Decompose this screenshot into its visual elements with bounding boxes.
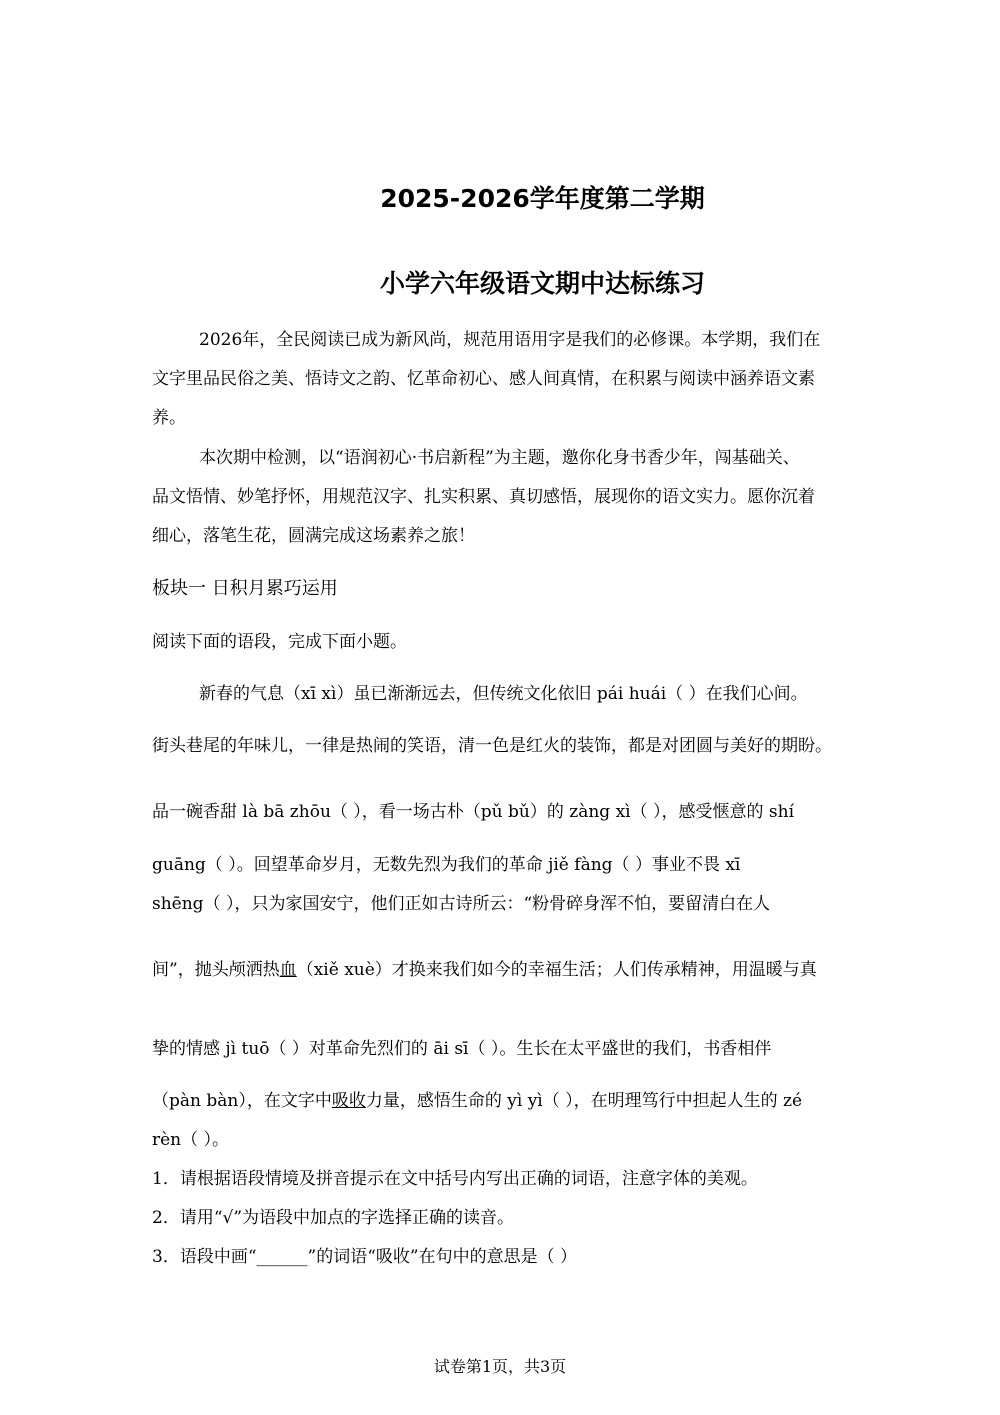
passage-line-5: shēng（ ），只为家国安宁，他们正如古诗所云：“粉骨碎身浑不怕，要留清白在人	[152, 894, 771, 914]
passage-text: 力量，感悟生命的 yì yì（ ），在明理笃行中担起人生的 zé	[365, 1091, 803, 1111]
intro-paragraph-2-line-1: 本次期中检测，以“语润初心·书启新程”为主题，邀你化身书香少年，闯基础关、	[199, 448, 800, 468]
passage-text: （pǔ bǔ）的 zàng xì（ ），感受惬意的 shí	[463, 802, 795, 822]
dotted-char: 息	[267, 684, 284, 704]
passage-text: 品一碗香甜 là bā zhōu（ ），看一场古	[152, 802, 447, 822]
passage-line-9: rèn（ ）。	[152, 1130, 230, 1150]
section-heading: 板块一 日积月累巧运用	[152, 578, 338, 599]
passage-text: 挚的情感 jì tuō（ ）对革命先烈们的 āi sī（ ）。生长在太平盛世的我们，书香相	[152, 1039, 755, 1059]
passage-text: （xī xì）虽已渐渐远去，但传统文化依旧 pái huái（ ）在我们心间。	[284, 684, 808, 704]
underlined-word: 吸收	[331, 1091, 366, 1111]
question-2: 2．请用“√”为语段中加点的字选择正确的读音。	[152, 1208, 515, 1228]
intro-paragraph-1-line-3: 养。	[152, 408, 186, 428]
intro-paragraph-1-line-2: 文字里品民俗之美、悟诗文之韵、忆革命初心、感人间真情，在积累与阅读中涵养语文素	[152, 369, 815, 389]
question-3: 3．语段中画“______”的词语“吸收”在句中的意思是（ ）	[152, 1247, 577, 1267]
reading-instruction: 阅读下面的语段，完成下面小题。	[152, 632, 407, 652]
passage-text: （pàn bàn），在文字中	[152, 1091, 332, 1111]
passage-line-1	[199, 686, 808, 703]
passage-line-2: 街头巷尾的年味儿，一律是热闹的笑语，清一色是红火的装饰，都是对团圆与美好的期盼。	[152, 736, 832, 756]
dotted-char: 伴	[754, 1039, 772, 1059]
exam-title-year: 2025-2026学年度第二学期	[380, 184, 705, 213]
passage-line-8	[152, 1093, 802, 1110]
passage-text: （xiě xuè）才换来我们如今的幸福生活；人们传承精神，用温暖与真	[296, 960, 817, 980]
intro-paragraph-2-line-3: 细心，落笔生花，圆满完成这场素养之旅！	[152, 526, 475, 546]
question-1: 1．请根据语段情境及拼音提示在文中括号内写出正确的词语，注意字体的美观。	[152, 1169, 758, 1189]
passage-line-6	[152, 962, 817, 979]
passage-text: 间”，抛头颅洒热	[152, 960, 280, 980]
passage-line-4: guāng（ ）。回望革命岁月，无数先烈为我们的革命 jiě fàng（ ）事业不畏 xī	[152, 855, 741, 875]
page-footer: 试卷第1页，共3页	[433, 1357, 567, 1376]
dotted-char: 血	[279, 960, 297, 980]
intro-paragraph-1-line-1: 2026年，全民阅读已成为新风尚，规范用语用字是我们的必修课。本学期，我们在	[199, 330, 821, 350]
passage-line-3	[152, 804, 794, 821]
passage-text: 新春的气	[199, 684, 267, 704]
passage-line-7	[152, 1041, 771, 1058]
intro-paragraph-2-line-2: 品文悟情、妙笔抒怀，用规范汉字、扎实积累、真切感悟，展现你的语文实力。愿你沉着	[152, 487, 815, 507]
exam-title-subject: 小学六年级语文期中达标练习	[379, 269, 705, 298]
dotted-char: 朴	[446, 802, 464, 822]
